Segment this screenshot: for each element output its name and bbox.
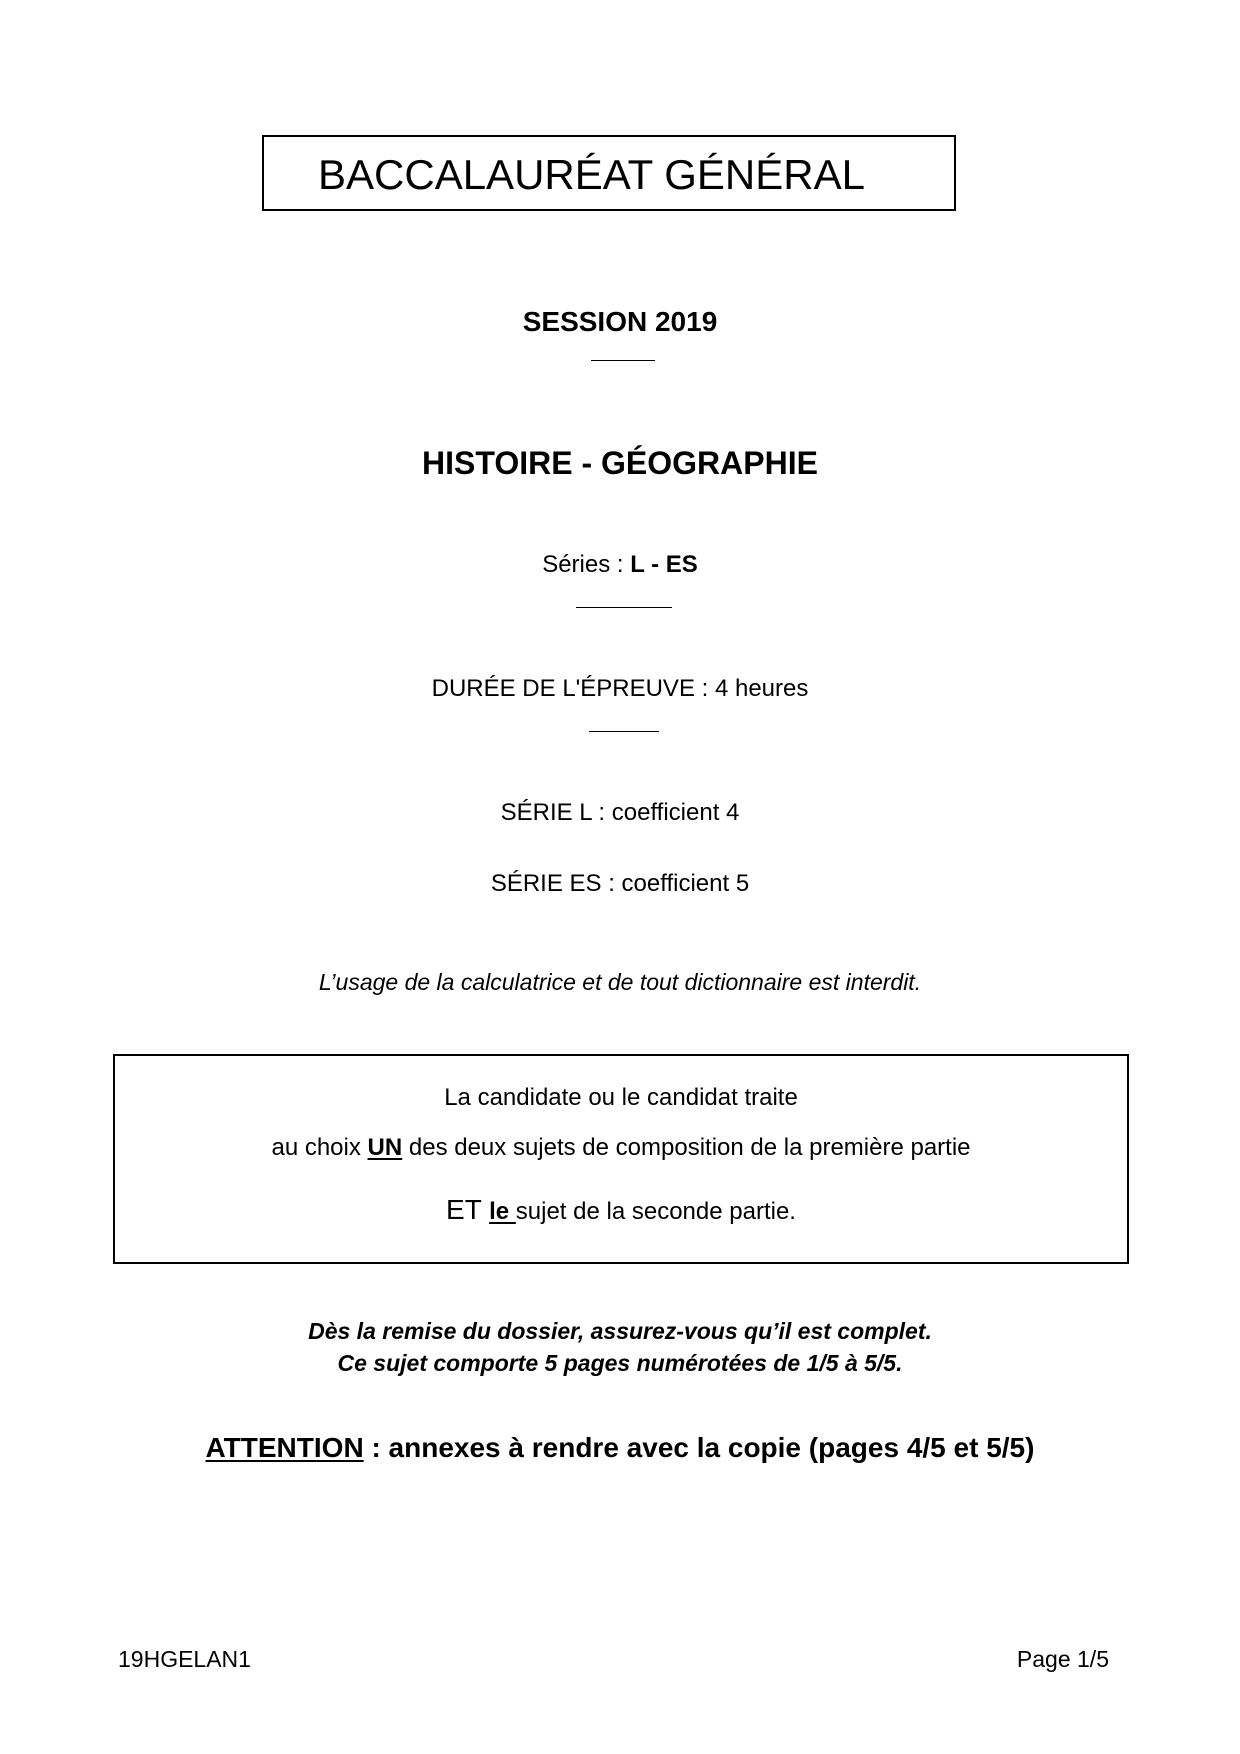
exam-title: BACCALAURÉAT GÉNÉRAL xyxy=(318,151,865,198)
footer-code: 19HGELAN1 xyxy=(118,1646,251,1672)
series-label: Séries : xyxy=(542,551,631,578)
instructions-box xyxy=(113,1054,1129,1264)
instructions-line-2 xyxy=(115,1134,1127,1162)
instructions-line-1: La candidate ou le candidat traite xyxy=(444,1084,798,1111)
subject-title: HISTOIRE - GÉOGRAPHIE xyxy=(422,445,818,481)
attention-text: : annexes à rendre avec la copie (pages 4/5 et 5/5) xyxy=(363,1432,1035,1463)
dossier-notice-line-2: Ce sujet comporte 5 pages numérotées de 1/5 à 5/5. xyxy=(337,1350,903,1376)
duration-line: DURÉE DE L'ÉPREUVE : 4 heures xyxy=(431,675,809,702)
session-label: SESSION 2019 xyxy=(522,306,718,337)
series-value: L - ES xyxy=(630,551,698,578)
instructions-line-2-start: au choix xyxy=(271,1134,368,1161)
instructions-emphasis-un: UN xyxy=(367,1134,403,1161)
exam-title-box xyxy=(262,135,956,211)
instructions-line-3-end: sujet de la seconde partie. xyxy=(515,1198,796,1225)
calculator-notice: L’usage de la calculatrice et de tout dictionnaire est interdit. xyxy=(318,969,922,995)
separator-rule xyxy=(591,360,655,361)
dossier-notice-line-1: Dès la remise du dossier, assurez-vous qu’il est complet. xyxy=(308,1318,932,1344)
attention-label: ATTENTION xyxy=(205,1432,364,1463)
separator-rule xyxy=(576,607,672,608)
attention-line xyxy=(0,1432,1240,1464)
instructions-line-2-end: des deux sujets de composition de la première partie xyxy=(402,1134,971,1161)
coefficient-serie-es: SÉRIE ES : coefficient 5 xyxy=(490,870,750,897)
coefficient-serie-l: SÉRIE L : coefficient 4 xyxy=(500,799,740,826)
instructions-emphasis-le: le xyxy=(489,1198,516,1225)
instructions-et: ET xyxy=(446,1194,490,1225)
footer-page-number: Page 1/5 xyxy=(1016,1646,1109,1672)
separator-rule xyxy=(589,731,659,732)
series-line xyxy=(0,551,1240,579)
instructions-line-3 xyxy=(115,1194,1127,1226)
